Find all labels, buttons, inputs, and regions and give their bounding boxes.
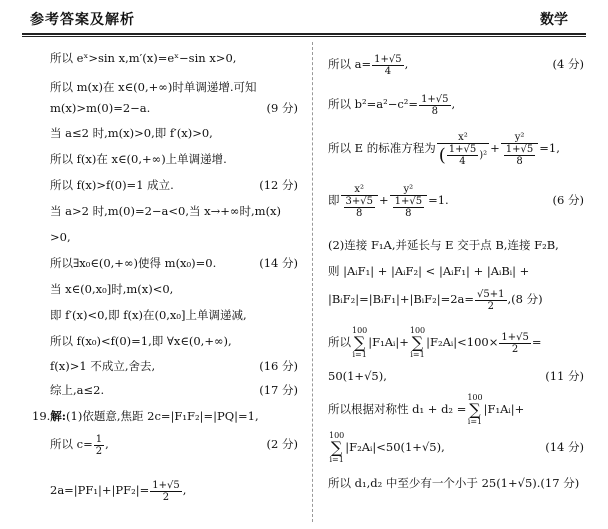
formula-line [50,432,109,457]
denominator: 2 [511,343,519,355]
fraction [393,196,424,219]
score-mark: (9 分) [266,101,298,115]
text-line: 所以 eˣ>sin x,m′(x)=eˣ−sin x>0, [50,51,237,65]
sum-upper: 100 [352,326,368,335]
score-mark: (17 分) [259,383,298,397]
numerator: 1+√5 [501,331,529,343]
fraction [499,332,530,355]
denominator: 8 [356,207,363,219]
question-number: 19. [32,409,51,423]
text-line: 所以 f(x₀)<f(0)=1,即 ∀x∈(0,+∞), [50,334,232,348]
sigma-icon: ∑ [330,438,343,457]
score-mark: (6 分) [552,193,584,207]
text-segment: = [531,335,542,349]
score-mark: (4 分) [552,57,584,71]
text-line: m(x)>m(0)=2−a. [50,101,151,115]
score-mark: (12 分) [259,178,298,192]
paren: )² [479,149,488,161]
solution-label: 解: [50,409,67,423]
formula-line [50,478,186,503]
numerator: √5+1 [477,288,505,300]
text-segment: + [490,141,500,155]
text-segment: |BᵢF₂|=|BᵢF₁|+|BᵢF₂|=2a= [328,292,475,306]
numerator: 1+√5 [421,93,449,105]
sigma-icon: ∑ [469,400,481,419]
text-segment: , [182,483,187,497]
text-line: 所以 m(x)在 x∈(0,+∞)时单调递增.可知 [50,80,257,94]
header-rule-thick [22,33,586,35]
text-line: 所以 f(x)>f(0)=1 成立. [50,178,174,192]
fraction [501,132,538,167]
fraction [341,184,378,219]
denominator: 2 [95,445,103,457]
sigma-icon: ∑ [353,333,366,352]
text-segment: |F₁Aᵢ|+ [483,402,525,416]
numerator: x² [437,132,489,144]
header-subject: 数学 [540,12,568,28]
numerator: 1+√5 [394,195,423,207]
denominator [341,196,378,219]
sum-lower: i=1 [467,417,483,426]
fraction [372,54,403,77]
fraction [504,144,535,167]
formula-line [328,92,455,117]
score-mark: (14 分) [259,256,298,270]
sum-upper: 100 [467,393,483,402]
summation [467,394,482,426]
denominator: 2 [487,300,494,312]
denominator: 2 [162,491,170,503]
sum-inequality [328,325,541,359]
text-segment: , [404,57,409,71]
text-segment: 所以 b²=a²−c²= [328,97,419,111]
column-divider [312,42,313,522]
denominator [437,144,489,167]
text-segment: 所以 a= [328,57,372,71]
denominator: 8 [516,155,523,167]
sigma-icon: ∑ [411,333,424,352]
summation [352,327,367,359]
text-segment: , [105,437,109,451]
numerator: 1+√5 [448,143,477,155]
sum-lower: i=1 [329,455,344,464]
text-segment: 所以 E 的标准方程为 [328,141,436,155]
numerator: 1+√5 [374,53,402,65]
text-line: (1)依题意,焦距 2c=|F₁F₂|=|PQ|=1, [66,409,259,423]
text-segment: =1. [428,193,449,207]
ellipse-equation [328,130,560,167]
numerator: x² [341,184,378,196]
fraction [344,196,375,219]
text-line: 综上,a≤2. [50,383,105,397]
text-segment: |F₂Aᵢ|<50(1+√5), [345,440,445,454]
text-segment: 所以 [328,335,351,349]
fraction [390,184,427,219]
text-line: 当 a≤2 时,m(x)>0,即 f′(x)>0, [50,126,213,140]
text-line: 则 |AᵢF₁| + |AᵢF₂| < |AᵢF₁| + |AᵢBᵢ| + [328,264,530,278]
text-segment: |F₁Aᵢ|+ [368,335,409,349]
denominator: 4 [384,65,392,77]
sum-inequality [328,430,445,464]
numerator: 1+√5 [152,479,180,491]
paren: ( [438,144,446,166]
denominator: 4 [459,155,466,167]
text-segment: , [451,97,456,111]
score-mark: (16 分) [259,359,298,373]
sum-upper: 100 [409,326,426,335]
denominator [501,144,538,167]
numerator: 1+√5 [505,143,534,155]
sum-upper: 100 [329,431,345,440]
sum-lower: i=1 [352,350,367,359]
formula-line [328,287,543,312]
text-segment: =1, [539,141,560,155]
text-line: 所以 d₁,d₂ 中至少有一个小于 25(1+√5).(17 分) [328,476,580,490]
fraction [475,289,506,312]
page-header [0,0,608,34]
text-line: 当 a>2 时,m(0)=2−a<0,当 x→+∞时,m(x) [50,204,282,218]
fraction [447,144,478,167]
fraction [419,94,450,117]
text-segment: 所以根据对称性 d₁ + d₂ = [328,402,467,416]
text-segment: 所以 c= [50,437,93,451]
summation [329,432,344,464]
text-segment: + [378,193,389,207]
summation [410,327,425,359]
text-line: 50(1+√5), [328,369,387,383]
sum-lower: i=1 [410,350,425,359]
score-mark: (11 分) [545,369,584,383]
text-line: 所以 f(x)在 x∈(0,+∞)上单调递增. [50,152,227,166]
formula-line [328,52,408,77]
numerator: y² [390,184,427,196]
text-line: (2)连接 F₁A,并延长与 E 交于点 B,连接 F₂B, [328,238,559,252]
text-segment: ,(8 分) [507,292,543,306]
question-19-line [32,408,259,424]
header-rule-thin [22,36,586,37]
text-line: 所以∃x₀∈(0,+∞)使得 m(x₀)=0. [50,256,217,270]
fraction [94,434,104,457]
denominator: 8 [431,105,438,117]
score-mark: (14 分) [545,440,584,454]
text-segment: 即 [328,193,340,207]
text-segment: 2a=|PF₁|+|PF₂|= [50,483,150,497]
numerator: 1 [95,433,103,445]
text-line: >0, [50,230,71,244]
denominator [390,196,427,219]
numerator: y² [501,132,538,144]
fraction [150,480,181,503]
denominator: 8 [405,207,412,219]
symmetry-line [328,392,524,426]
header-title: 参考答案及解析 [30,12,135,28]
text-line: 即 f′(x)<0,即 f(x)在(0,x₀]上单调递减, [50,308,247,322]
ellipse-equation-simplified [328,182,449,219]
text-line: f(x)>1 不成立,舍去, [50,359,156,373]
text-line: 当 x∈(0,x₀]时,m(x)<0, [50,282,174,296]
score-mark: (2 分) [266,437,298,451]
fraction [437,132,489,167]
text-segment: |F₂Aᵢ|<100× [426,335,499,349]
numerator: 3+√5 [345,195,373,207]
